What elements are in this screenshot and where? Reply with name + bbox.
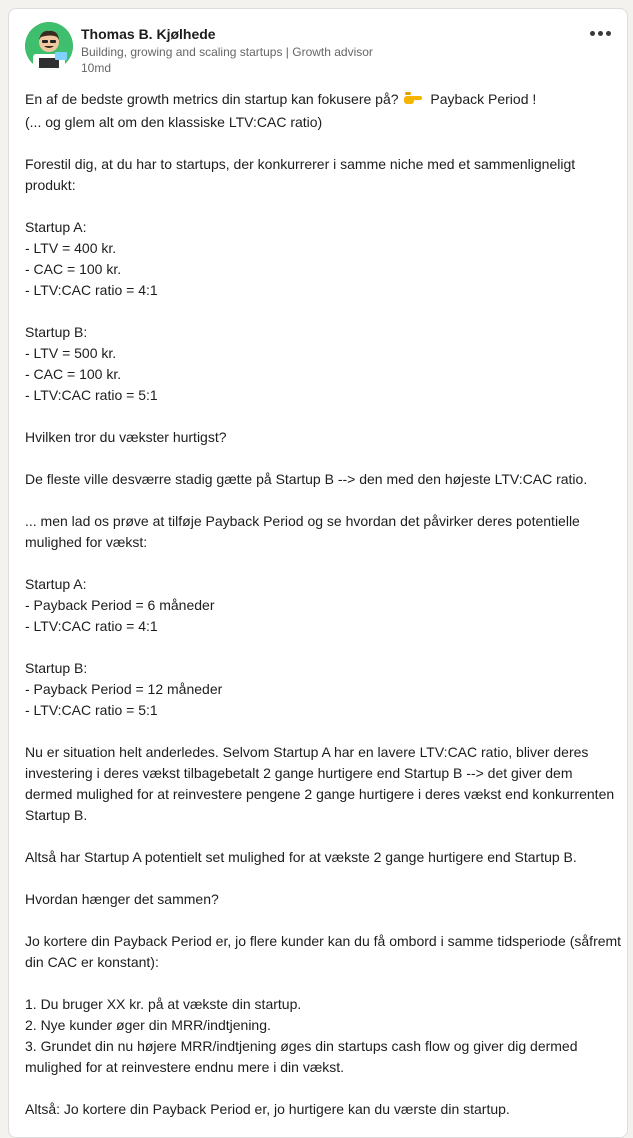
more-options-icon xyxy=(606,31,611,36)
post-intro-highlight: Payback Period ! xyxy=(426,91,537,107)
post-line: - LTV:CAC ratio = 4:1 xyxy=(25,618,158,634)
post-line: ... men lad os prøve at tilføje Payback Period og se hvordan det påvirker deres potentielle mulighed for vækst: xyxy=(25,513,584,550)
author-headline: Building, growing and scaling startups | Growth advisor xyxy=(81,45,373,59)
post-line xyxy=(25,196,623,217)
post-line xyxy=(25,826,623,847)
post-line: Nu er situation helt anderledes. Selvom Startup A har en lavere LTV:CAC ratio, bliver deres investering i deres vækst tilbagebetalt 2 gange hurtigere end Startup B --> det giver dem dermed mulighed for at reinvestere pengene 2 gange hurtigere i deres vækst end konkurrenten Startup B. xyxy=(25,744,619,823)
post-line: (... og glem alt om den klassiske LTV:CAC ratio) xyxy=(25,114,323,130)
post-line xyxy=(25,490,623,511)
post-line: Jo kortere din Payback Period er, jo flere kunder kan du få ombord i samme tidsperiode (såfremt din CAC er konstant): xyxy=(25,933,625,970)
post-header xyxy=(25,22,615,82)
post-line xyxy=(25,406,623,427)
post-line: Altså har Startup A potentielt set mulighed for at vækste 2 gange hurtigere end Startup B. xyxy=(25,849,577,865)
post-line: - LTV = 400 kr. xyxy=(25,240,117,256)
avatar[interactable] xyxy=(25,22,73,70)
post-line xyxy=(25,1078,623,1099)
post-line: 3. Grundet din nu højere MRR/indtjening øges din startups cash flow og giver dig dermed mulighed for at reinvestere endnu mere i din vækst. xyxy=(25,1038,582,1075)
post-intro-line xyxy=(25,89,623,112)
post-line xyxy=(25,868,623,889)
post-line: - LTV = 500 kr. xyxy=(25,345,117,361)
author-block xyxy=(81,24,373,76)
post-line xyxy=(25,133,623,154)
post-line: 1. Du bruger XX kr. på at vækste din startup. xyxy=(25,996,302,1012)
post-line: Startup A: xyxy=(25,219,87,235)
post-line: - Payback Period = 6 måneder xyxy=(25,597,215,613)
author-name[interactable]: Thomas B. Kjølhede xyxy=(81,26,216,42)
avatar-illustration-icon xyxy=(25,22,73,70)
post-line: Startup B: xyxy=(25,324,88,340)
post-line: - LTV:CAC ratio = 5:1 xyxy=(25,702,158,718)
post-line xyxy=(25,721,623,742)
post-body xyxy=(25,89,623,1120)
post-line xyxy=(25,301,623,322)
post-line: Hvordan hænger det sammen? xyxy=(25,891,219,907)
post-line: Altså: Jo kortere din Payback Period er, jo hurtigere kan du værste din startup. xyxy=(25,1101,510,1117)
post-line: - LTV:CAC ratio = 4:1 xyxy=(25,282,158,298)
post-line: - Payback Period = 12 måneder xyxy=(25,681,223,697)
post-line: Forestil dig, at du har to startups, der konkurrerer i samme niche med et sammenligneligt produkt: xyxy=(25,156,580,193)
post-line: 2. Nye kunder øger din MRR/indtjening. xyxy=(25,1017,271,1033)
post-line: - CAC = 100 kr. xyxy=(25,261,122,277)
post-intro-text: En af de bedste growth metrics din startup kan fokusere på? xyxy=(25,91,399,107)
post-line: - CAC = 100 kr. xyxy=(25,366,122,382)
post-line: Startup B: xyxy=(25,660,88,676)
post-line: De fleste ville desværre stadig gætte på Startup B --> den med den højeste LTV:CAC ratio. xyxy=(25,471,588,487)
post-card xyxy=(8,8,628,1138)
post-time: 10md xyxy=(81,61,112,75)
post-line xyxy=(25,553,623,574)
pointing-finger-icon xyxy=(403,90,423,112)
post-line xyxy=(25,448,623,469)
post-line: - LTV:CAC ratio = 5:1 xyxy=(25,387,158,403)
more-options-icon xyxy=(590,31,595,36)
more-options-icon xyxy=(598,31,603,36)
post-line: Hvilken tror du vækster hurtigst? xyxy=(25,429,227,445)
post-line xyxy=(25,973,623,994)
post-line: Startup A: xyxy=(25,576,87,592)
more-options-button[interactable] xyxy=(587,22,615,46)
post-line xyxy=(25,637,623,658)
post-line xyxy=(25,910,623,931)
